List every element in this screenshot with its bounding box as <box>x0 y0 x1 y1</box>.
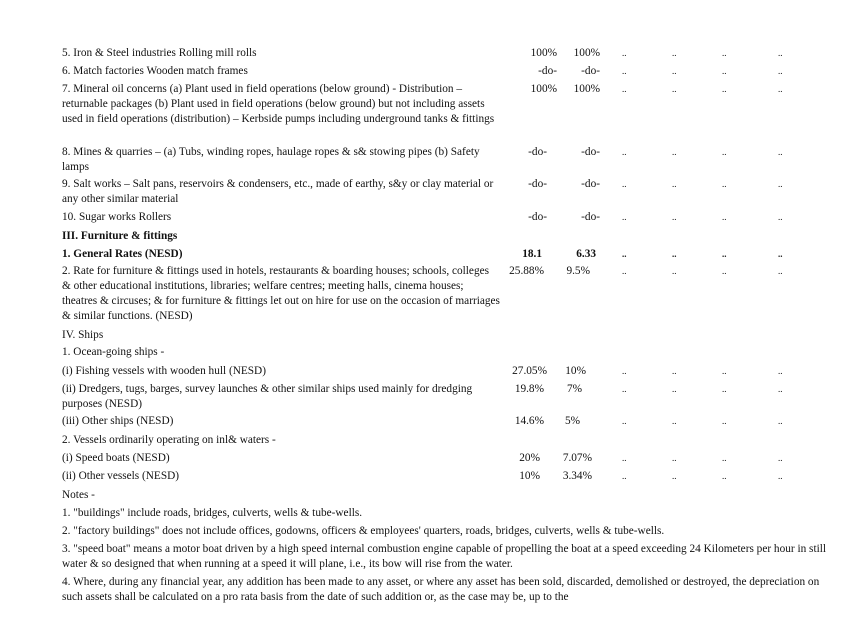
row-description: (ii) Other vessels (NESD) <box>62 470 180 482</box>
dot-leader: .. <box>722 212 727 222</box>
section-heading-text: IV. Ships <box>62 329 104 341</box>
rate-value-1: 27.05% <box>512 365 547 377</box>
dot-leader: .. <box>778 266 783 276</box>
rate-value-2: 7.07% <box>562 452 592 464</box>
dot-leader: .. <box>778 212 783 222</box>
dot-leader: .. <box>778 179 783 189</box>
rate-value-1: 14.6% <box>514 415 544 427</box>
row-description: 8. Mines & quarries – (a) Tubs, winding ropes, haulage ropes & s& stowing pipes (b) Safety lamps <box>62 146 480 173</box>
dot-leader: .. <box>622 212 627 222</box>
rate-value-2: 6.33 <box>576 248 596 260</box>
dot-leader: .. <box>622 84 627 94</box>
dot-leader: .. <box>622 48 627 58</box>
rate-value-2: -do- <box>581 146 600 158</box>
rate-value-1: -do- <box>528 146 547 158</box>
dot-leader: .. <box>672 48 677 58</box>
section-heading-text: III. Furniture & fittings <box>62 230 178 242</box>
dot-leader: .. <box>722 249 727 259</box>
dot-leader: .. <box>778 416 783 426</box>
row-description: (iii) Other ships (NESD) <box>62 415 174 427</box>
rate-value-2: 100% <box>573 83 600 95</box>
dot-leader: .. <box>672 249 677 259</box>
dot-leader: .. <box>672 84 677 94</box>
row-description: 1. General Rates (NESD) <box>62 248 183 260</box>
dot-leader: .. <box>622 266 627 276</box>
dot-leader: .. <box>622 416 627 426</box>
row-description: (ii) Dredgers, tugs, barges, survey launches & other similar ships used mainly for dredging purposes (NESD) <box>62 383 473 410</box>
rate-value-2: 9.5% <box>566 265 590 277</box>
dot-leader: .. <box>778 384 783 394</box>
dot-leader: .. <box>778 84 783 94</box>
dot-leader: .. <box>622 66 627 76</box>
row-description: 7. Mineral oil concerns (a) Plant used in field operations (below ground) - Distribution – returnable packages (b) Plant used in field operations (below ground) but not including assets used in field operations (distribution) – Kerbside pumps including underground tanks & fittings <box>62 83 495 125</box>
rate-value-1: 100% <box>530 47 557 59</box>
row-description: (i) Speed boats (NESD) <box>62 452 170 464</box>
dot-leader: .. <box>672 66 677 76</box>
dot-leader: .. <box>672 416 677 426</box>
dot-leader: .. <box>778 249 783 259</box>
rate-value-2: -do- <box>581 211 600 223</box>
dot-leader: .. <box>778 147 783 157</box>
dot-leader: .. <box>622 384 627 394</box>
dot-leader: .. <box>778 66 783 76</box>
rate-value-2: 3.34% <box>562 470 592 482</box>
rate-value-1: 100% <box>530 83 557 95</box>
dot-leader: .. <box>622 366 627 376</box>
dot-leader: .. <box>672 471 677 481</box>
dot-leader: .. <box>672 366 677 376</box>
note-text: 2. "factory buildings" does not include offices, godowns, officers & employees' quarters, roads, bridges, culverts, wells & tube-wells. <box>62 525 665 537</box>
rate-value-1: 10% <box>519 470 540 482</box>
dot-leader: .. <box>722 147 727 157</box>
dot-leader: .. <box>672 212 677 222</box>
row-description: 10. Sugar works Rollers <box>62 211 172 223</box>
dot-leader: .. <box>672 384 677 394</box>
rate-value-2: 100% <box>573 47 600 59</box>
notes-heading-text: Notes - <box>62 489 95 501</box>
subsection-heading-text: 2. Vessels ordinarily operating on inl& waters - <box>62 434 276 446</box>
dot-leader: .. <box>778 48 783 58</box>
note-text: 3. "speed boat" means a motor boat driven by a high speed internal combustion engine capable of propelling the boat at a speed exceeding 24 Kilometers per hour in still water & so designed that when running at a speed it will plane, i.e., its bow will rise from the water. <box>62 543 827 570</box>
note-text: 4. Where, during any financial year, any addition has been made to any asset, or where any asset has been sold, discarded, demolished or destroyed, the depreciation on such assets shall be calculated on a pro rata basis from the date of such addition or, as the case may be, up to the <box>62 576 820 603</box>
rate-value-2: 7% <box>566 383 582 395</box>
note-text: 1. "buildings" include roads, bridges, culverts, wells & tube-wells. <box>62 507 363 519</box>
dot-leader: .. <box>722 84 727 94</box>
dot-leader: .. <box>778 366 783 376</box>
rate-value-1: 20% <box>519 452 540 464</box>
dot-leader: .. <box>622 471 627 481</box>
rate-value-1: 18.1 <box>522 248 542 260</box>
dot-leader: .. <box>622 249 627 259</box>
dot-leader: .. <box>672 179 677 189</box>
dot-leader: .. <box>778 453 783 463</box>
dot-leader: .. <box>672 266 677 276</box>
dot-leader: .. <box>672 453 677 463</box>
row-description: (i) Fishing vessels with wooden hull (NESD) <box>62 365 266 377</box>
dot-leader: .. <box>672 147 677 157</box>
rate-value-1: 19.8% <box>514 383 544 395</box>
dot-leader: .. <box>722 48 727 58</box>
rate-value-1: -do- <box>528 178 547 190</box>
subsection-heading-text: 1. Ocean-going ships - <box>62 346 165 358</box>
rate-value-2: -do- <box>581 65 600 77</box>
dot-leader: .. <box>722 366 727 376</box>
rate-value-2: 5% <box>564 415 580 427</box>
row-description: 2. Rate for furniture & fittings used in hotels, restaurants & boarding houses; schools, colleges & other educational institutions, libraries; welfare centres; meeting halls, cinema houses; theatres & circuses; & for furniture & fittings let out on hire for use on the occasion of marriages & similar functions. (NESD) <box>62 265 500 322</box>
rate-value-1: -do- <box>538 65 557 77</box>
dot-leader: .. <box>622 147 627 157</box>
row-description: 5. Iron & Steel industries Rolling mill rolls <box>62 47 257 59</box>
dot-leader: .. <box>722 471 727 481</box>
rate-value-2: -do- <box>581 178 600 190</box>
dot-leader: .. <box>622 179 627 189</box>
rate-value-1: -do- <box>528 211 547 223</box>
row-description: 6. Match factories Wooden match frames <box>62 65 248 77</box>
rate-value-2: 10% <box>565 365 586 377</box>
row-description: 9. Salt works – Salt pans, reservoirs & condensers, etc., made of earthy, s&y or clay material or any other similar material <box>62 178 494 205</box>
dot-leader: .. <box>722 453 727 463</box>
dot-leader: .. <box>622 453 627 463</box>
dot-leader: .. <box>722 266 727 276</box>
dot-leader: .. <box>722 179 727 189</box>
dot-leader: .. <box>722 384 727 394</box>
dot-leader: .. <box>722 66 727 76</box>
dot-leader: .. <box>778 471 783 481</box>
dot-leader: .. <box>722 416 727 426</box>
rate-value-1: 25.88% <box>509 265 544 277</box>
